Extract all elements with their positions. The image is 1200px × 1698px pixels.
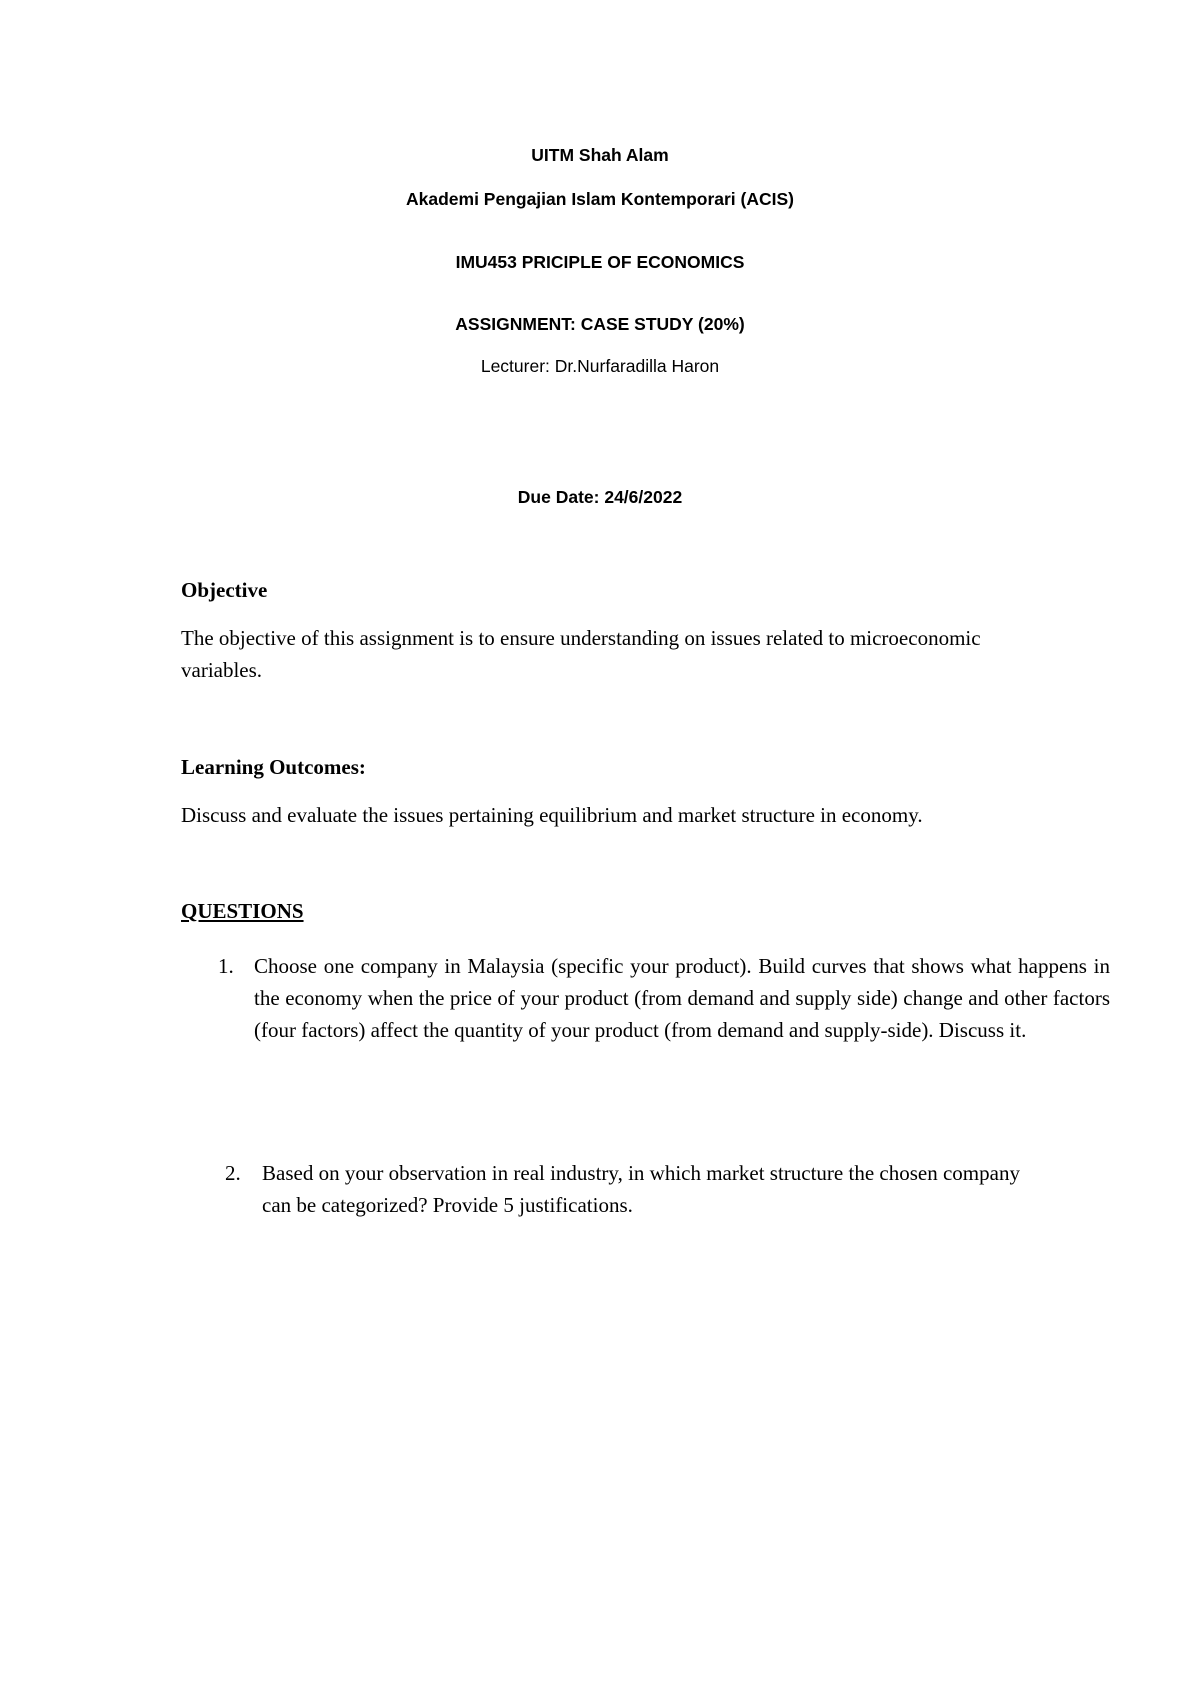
questions-heading: QUESTIONS bbox=[181, 899, 304, 923]
due-date: Due Date: 24/6/2022 bbox=[517, 487, 683, 507]
lecturer-name: Lecturer: Dr.Nurfaradilla Haron bbox=[480, 356, 720, 376]
question-text: Based on your observation in real industry, in which market structure the chosen company can be categorized? Provide 5 justifications. bbox=[262, 1161, 1020, 1217]
question-number: 2. bbox=[225, 1161, 241, 1185]
learning-outcomes-heading: Learning Outcomes: bbox=[181, 755, 366, 779]
course-title: IMU453 PRICIPLE OF ECONOMICS bbox=[455, 252, 745, 272]
objective-heading: Objective bbox=[181, 578, 268, 602]
question-item-1 bbox=[218, 950, 1110, 1080]
question-number: 1. bbox=[218, 954, 234, 978]
question-text: Choose one company in Malaysia (specific your product). Build curves that shows what happens in the economy when the price of your product (from demand and supply side) change and other factors (four factors) affect the quantity of your product (from demand and supply-side). Discuss it. bbox=[254, 954, 1110, 1042]
academy-name: Akademi Pengajian Islam Kontemporari (ACIS) bbox=[405, 189, 794, 209]
learning-outcomes-text: Discuss and evaluate the issues pertaining equilibrium and market structure in economy. bbox=[181, 803, 923, 827]
institution-name: UITM Shah Alam bbox=[531, 145, 669, 165]
assignment-title: ASSIGNMENT: CASE STUDY (20%) bbox=[455, 314, 745, 334]
question-item-2 bbox=[225, 1157, 1045, 1227]
objective-text: The objective of this assignment is to ensure understanding on issues related to microeconomic variables. bbox=[181, 626, 981, 682]
